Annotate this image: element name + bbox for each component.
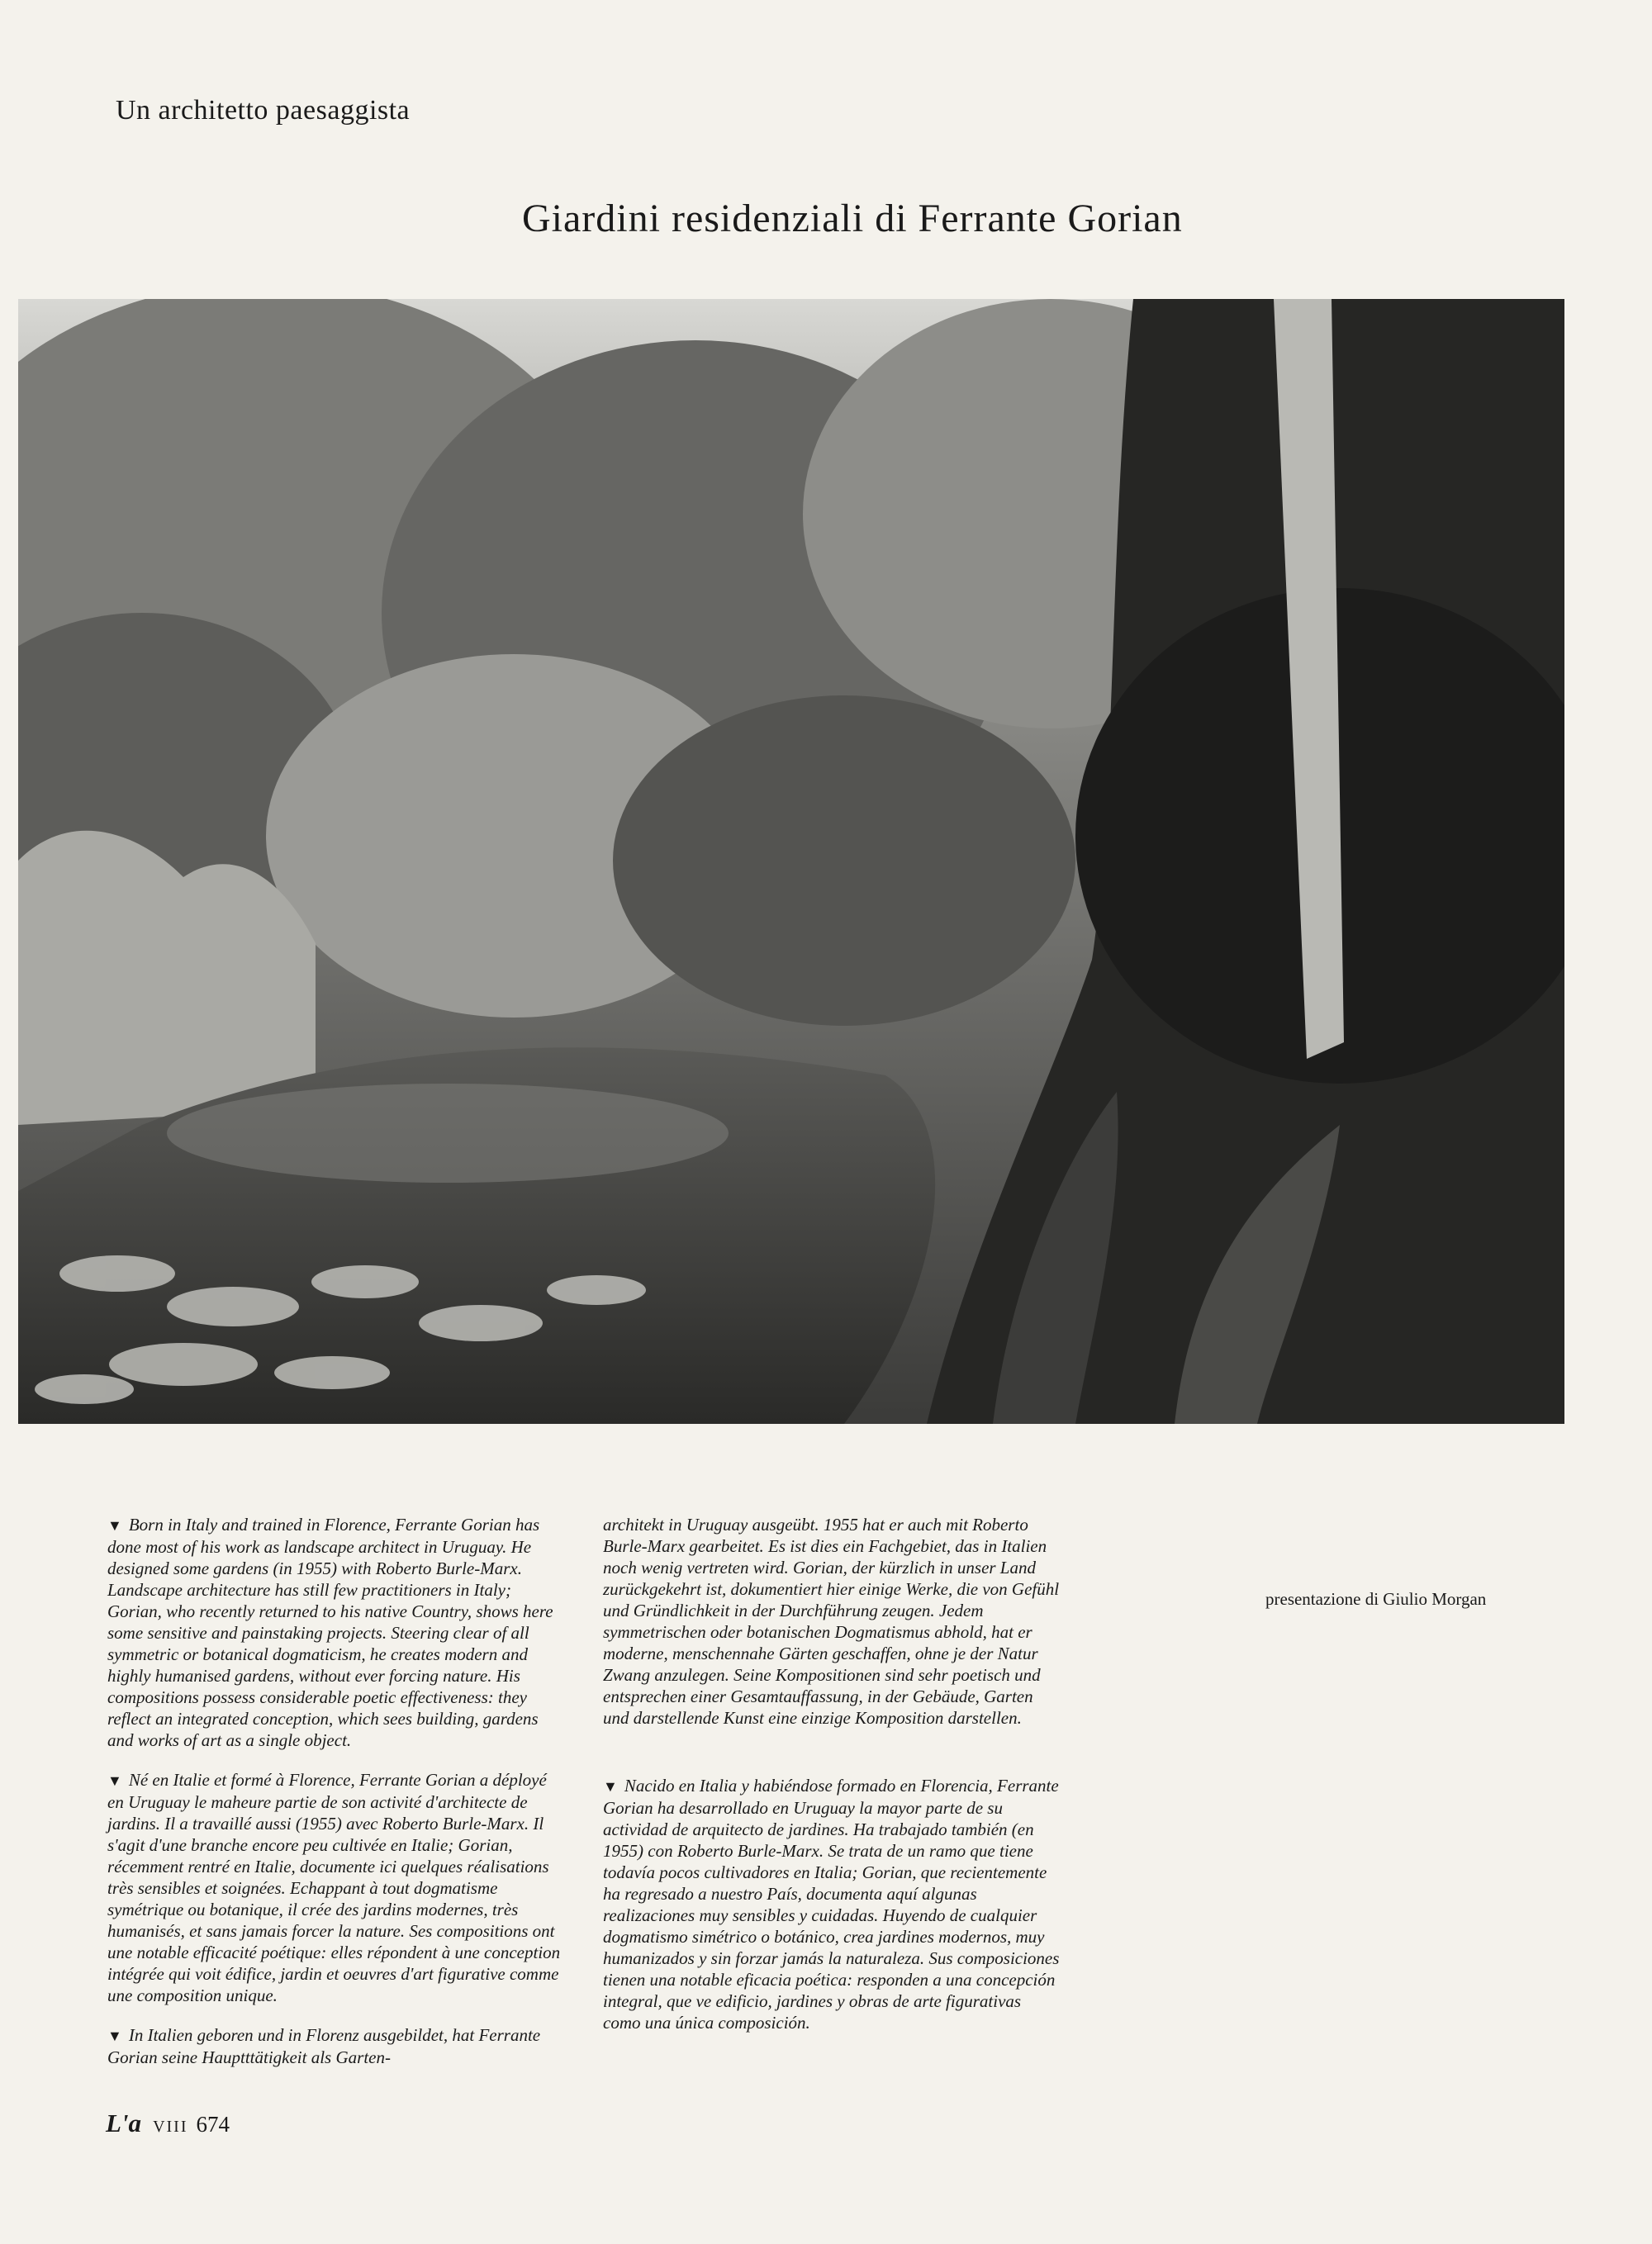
author-credit: presentazione di Giulio Morgan <box>1265 1589 1487 1609</box>
triangle-marker-icon: ▼ <box>107 1517 122 1534</box>
summary-english: ▼ Born in Italy and trained in Florence, Ferrante Gorian has done most of his work as landscape architect in Uruguay. He designed some gardens (in 1955) with Roberto Burle-Marx. Landscape architecture has still few practitioners in Italy; Gorian, who recently returned to his native Country, shows here some sensitive and painstaking projects. Steering clear of all symmetric or botanical dogmaticism, he creates modern and highly humanised gardens, without ever forcing nature. His compositions possess considerable poetic effectiveness: they reflect an integrated conception, which sees building, gardens and works of art as a single object. <box>107 1515 553 1750</box>
triangle-marker-icon: ▼ <box>603 1778 618 1795</box>
summary-german-start: ▼ In Italien geboren und in Florenz ausgebildet, hat Ferrante Gorian seine Hauptttätigkeit als Garten- <box>107 2025 541 2067</box>
volume-number: VIII <box>153 2118 188 2136</box>
page-number: 674 <box>196 2112 230 2137</box>
text-column-left <box>107 1514 566 2086</box>
section-kicker: Un architetto paesaggista <box>116 95 411 126</box>
photo-illustration <box>18 299 1564 1424</box>
text-column-right <box>603 1514 1061 2052</box>
page-folio <box>106 2109 230 2138</box>
summary-german-continued: architekt in Uruguay ausgeübt. 1955 hat er auch mit Roberto Burle-Marx gearbeitet. Es ist dies ein Fachgebiet, das in Italien noch wenig vertreten wird. Gorian, der kürzlich in unser Land zurückgekehrt ist, dokumentiert hier einige Werke, die von Gefühl und Gründlichkeit in der Durchführung zeugen. Jedem symmetrischen oder botanischen Dogmatismus abhold, hat er moderne, menschennahe Gärten geschaffen, ohne je der Natur Zwang anzulegen. Seine Kompositionen sind sehr poetisch und entsprechen einer Gesamtauffassung, in der Gebäude, Garten und darstellende Kunst eine einzige Komposition darstellen. <box>603 1515 1060 1728</box>
triangle-marker-icon: ▼ <box>107 1772 122 1789</box>
magazine-logo: L'a <box>106 2109 142 2137</box>
article-title: Giardini residenziali di Ferrante Gorian <box>522 197 1183 240</box>
summary-french: ▼ Né en Italie et formé à Florence, Ferrante Gorian a déployé en Uruguay le maheure partie de son activité d'architecte de jardins. Il a travaillé aussi (1955) avec Roberto Burle-Marx. Il s'agit d'une branche encore peu cultivée en Italie; Gorian, récemment rentré en Italie, documente ici quelques réalisations très sensibles et soignées. Echappant à tout dogmatisme symétrique ou botanique, il crée des jardins modernes, très humanisés, et sans jamais forcer la nature. Ses compositions ont une notable efficacité poétique: elles répondent à une conception intégrée qui voit édifice, jardin et oeuvres d'art figurative comme une composition unique. <box>107 1770 561 2005</box>
triangle-marker-icon: ▼ <box>107 2028 122 2044</box>
summary-spanish: ▼ Nacido en Italia y habiéndose formado en Florencia, Ferrante Gorian ha desarrollado en Uruguay la mayor parte de su actividad de arquitecto de jardines. Ha trabajado también (en 1955) con Roberto Burle-Marx. Se trata de un ramo que tiene todavía pocos cultivadores en Italia; Gorian, que recientemente ha regresado a nuestro País, documenta aquí algunas realizaciones muy sensibles y cuidadas. Huyendo de cualquier dogmatismo simétrico o botánico, crea jardines modernos, muy humanizados y sin forzar jamás la naturaleza. Sus composiciones tienen una notable eficacia poética: responden a una concepción integral, que ve edificio, jardines y obras de arte figurativas como una única composición. <box>603 1776 1060 2033</box>
garden-pond-photo <box>18 299 1564 1424</box>
